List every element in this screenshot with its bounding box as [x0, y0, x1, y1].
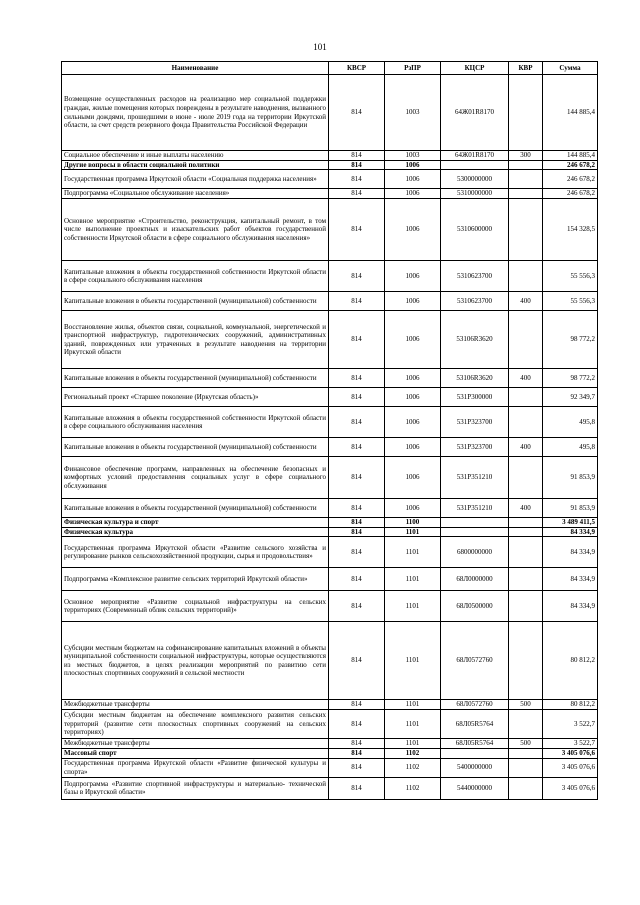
cell-kvsr: 814 [329, 369, 385, 388]
table-row [62, 568, 598, 591]
table-row [62, 499, 598, 518]
cell-kvsr: 814 [329, 292, 385, 311]
cell-kvr: 400 [509, 369, 543, 388]
cell-sum: 55 556,3 [543, 261, 598, 292]
cell-kcsr: 68Л0500000 [441, 591, 509, 622]
cell-name: Физическая культура [62, 527, 329, 537]
cell-name: Государственная программа Иркутской области «Развитие сельского хозяйства и регулирование рынков сельскохозяйственной продукции, сырья и продовольствия» [62, 537, 329, 568]
table-header-row [62, 62, 598, 75]
header-sum: Сумма [543, 62, 598, 75]
cell-kcsr: 531P323700 [441, 407, 509, 438]
header-kvsr: КВСР [329, 62, 385, 75]
cell-rzpr: 1006 [385, 160, 441, 170]
cell-name: Возмещение осуществленных расходов на реализацию мер социальной поддержки граждан, жилые помещения которых повреждены в результате наводнения, вызванного сильными дождями, прошедшими в июне - июле 2019 года на территории Иркутской области, за счет средств резервного фонда Правительства Российской Федерации [62, 75, 329, 151]
cell-rzpr: 1006 [385, 438, 441, 457]
table-row [62, 170, 598, 189]
cell-kvr: 500 [509, 739, 543, 749]
table-row [62, 160, 598, 170]
cell-kvsr: 814 [329, 527, 385, 537]
cell-sum: 84 334,9 [543, 527, 598, 537]
cell-name: Подпрограмма «Социальное обслуживание населения» [62, 189, 329, 199]
cell-kvsr: 814 [329, 710, 385, 739]
cell-kvr [509, 160, 543, 170]
cell-kvsr: 814 [329, 700, 385, 710]
cell-kvsr: 814 [329, 160, 385, 170]
cell-kcsr: 5310623700 [441, 261, 509, 292]
cell-rzpr: 1006 [385, 369, 441, 388]
table-row [62, 518, 598, 528]
table-row [62, 739, 598, 749]
cell-name: Государственная программа Иркутской области «Социальная поддержка населения» [62, 170, 329, 189]
cell-sum: 495,8 [543, 407, 598, 438]
cell-sum: 84 334,9 [543, 568, 598, 591]
cell-name: Капитальные вложения в объекты государственной (муниципальной) собственности [62, 438, 329, 457]
cell-kcsr: 5310600000 [441, 199, 509, 261]
cell-sum: 246 678,2 [543, 170, 598, 189]
cell-kvsr: 814 [329, 777, 385, 799]
cell-kvsr: 814 [329, 311, 385, 369]
table-row [62, 151, 598, 161]
cell-kvr [509, 407, 543, 438]
table-row [62, 710, 598, 739]
cell-sum: 3 405 076,6 [543, 758, 598, 777]
table-row [62, 591, 598, 622]
cell-kvr: 400 [509, 438, 543, 457]
cell-rzpr: 1101 [385, 739, 441, 749]
table-row [62, 758, 598, 777]
cell-kcsr: 531P300000 [441, 388, 509, 407]
cell-rzpr: 1102 [385, 749, 441, 759]
cell-kvr: 300 [509, 151, 543, 161]
cell-kvsr: 814 [329, 261, 385, 292]
cell-name: Массовый спорт [62, 749, 329, 759]
cell-sum: 3 489 411,5 [543, 518, 598, 528]
cell-kvsr: 814 [329, 151, 385, 161]
cell-sum: 3 522,7 [543, 710, 598, 739]
cell-rzpr: 1102 [385, 777, 441, 799]
cell-name: Субсидии местным бюджетам на обеспечение комплексного развития сельских территорий (развитие сети плоскостных спортивных сооружений на сельских территориях) [62, 710, 329, 739]
cell-kvsr: 814 [329, 518, 385, 528]
header-kcsr: КЦСР [441, 62, 509, 75]
cell-kvsr: 814 [329, 457, 385, 499]
table-row [62, 777, 598, 799]
cell-sum: 3 522,7 [543, 739, 598, 749]
table-row [62, 622, 598, 700]
cell-kvsr: 814 [329, 537, 385, 568]
cell-kvsr: 814 [329, 199, 385, 261]
cell-kcsr: 531P351210 [441, 499, 509, 518]
cell-kcsr: 68Л0000000 [441, 568, 509, 591]
header-rzpr: РзПР [385, 62, 441, 75]
cell-kvsr: 814 [329, 438, 385, 457]
cell-kvr [509, 591, 543, 622]
cell-rzpr: 1101 [385, 591, 441, 622]
cell-rzpr: 1101 [385, 710, 441, 739]
cell-kvr [509, 518, 543, 528]
cell-kvr [509, 457, 543, 499]
cell-kvsr: 814 [329, 388, 385, 407]
cell-rzpr: 1101 [385, 527, 441, 537]
cell-kvr: 500 [509, 700, 543, 710]
cell-sum: 3 405 076,6 [543, 777, 598, 799]
cell-name: Социальное обеспечение и иные выплаты населению [62, 151, 329, 161]
table-row [62, 261, 598, 292]
cell-name: Государственная программа Иркутской области «Развитие физической культуры и спорта» [62, 758, 329, 777]
cell-kvr [509, 527, 543, 537]
table-row [62, 537, 598, 568]
cell-kcsr [441, 518, 509, 528]
cell-sum: 84 334,9 [543, 537, 598, 568]
cell-kvr [509, 311, 543, 369]
cell-kcsr: 531P351210 [441, 457, 509, 499]
cell-kvr: 400 [509, 499, 543, 518]
cell-kcsr: 53106R3620 [441, 311, 509, 369]
cell-kvsr: 814 [329, 499, 385, 518]
cell-kcsr: 68Л05R5764 [441, 739, 509, 749]
cell-kvr [509, 710, 543, 739]
cell-sum: 98 772,2 [543, 311, 598, 369]
cell-kvr [509, 622, 543, 700]
table-row [62, 292, 598, 311]
cell-kcsr: 5310000000 [441, 189, 509, 199]
cell-sum: 144 885,4 [543, 75, 598, 151]
cell-sum: 246 678,2 [543, 189, 598, 199]
table-row [62, 189, 598, 199]
cell-sum: 98 772,2 [543, 369, 598, 388]
table-row [62, 369, 598, 388]
cell-kvsr: 814 [329, 749, 385, 759]
cell-kcsr: 6800000000 [441, 537, 509, 568]
table-row [62, 407, 598, 438]
cell-kvr [509, 388, 543, 407]
cell-name: Региональный проект «Старшее поколение (Иркутская область)» [62, 388, 329, 407]
cell-sum: 84 334,9 [543, 591, 598, 622]
cell-name: Межбюджетные трансферты [62, 739, 329, 749]
cell-rzpr: 1006 [385, 170, 441, 189]
cell-kvr [509, 199, 543, 261]
cell-kvr [509, 568, 543, 591]
cell-rzpr: 1100 [385, 518, 441, 528]
header-name: Наименование [62, 62, 329, 75]
header-kvr: КВР [509, 62, 543, 75]
cell-name: Субсидии местным бюджетам на софинансирование капитальных вложений в объекты муниципальной собственности социальной инфраструктуры, которые осуществляются из местных бюджетов, в целях реализации мероприятий по развитию сети плоскостных спортивных сооружений в сельской местности [62, 622, 329, 700]
cell-kcsr [441, 527, 509, 537]
cell-rzpr: 1006 [385, 457, 441, 499]
page-number: 101 [313, 42, 327, 52]
cell-kvsr: 814 [329, 739, 385, 749]
cell-rzpr: 1006 [385, 499, 441, 518]
cell-name: Подпрограмма «Развитие спортивной инфраструктуры и материально- технической базы в Иркутской области» [62, 777, 329, 799]
cell-name: Восстановление жилья, объектов связи, социальной, коммунальной, энергетической и транспортной инфраструктур, гидротехнических сооружений, административных зданий, поврежденных или утраченных в результате наводнения на территории Иркутской области [62, 311, 329, 369]
cell-name: Капитальные вложения в объекты государственной собственности Иркутской области в сфере социального обслуживания населения [62, 407, 329, 438]
cell-name: Основное мероприятие «Строительство, реконструкция, капитальный ремонт, в том числе выполнение проектных и изыскательских работ объектов государственной собственности Иркутской области в сфере социального обслуживания населения» [62, 199, 329, 261]
cell-rzpr: 1006 [385, 407, 441, 438]
cell-rzpr: 1101 [385, 700, 441, 710]
cell-kvr [509, 758, 543, 777]
cell-name: Основное мероприятие «Развитие социальной инфраструктуры на сельских территориях (Современный облик сельских территорий)» [62, 591, 329, 622]
cell-kcsr: 531P323700 [441, 438, 509, 457]
cell-sum: 80 812,2 [543, 700, 598, 710]
cell-kvsr: 814 [329, 758, 385, 777]
cell-name: Капитальные вложения в объекты государственной собственности Иркутской области в сфере социального обслуживания населения [62, 261, 329, 292]
cell-kcsr: 5300000000 [441, 170, 509, 189]
cell-rzpr: 1101 [385, 568, 441, 591]
cell-kvr [509, 75, 543, 151]
cell-sum: 92 349,7 [543, 388, 598, 407]
cell-rzpr: 1101 [385, 622, 441, 700]
cell-rzpr: 1006 [385, 388, 441, 407]
table-row [62, 75, 598, 151]
cell-rzpr: 1003 [385, 75, 441, 151]
cell-kvr: 400 [509, 292, 543, 311]
table-row [62, 311, 598, 369]
cell-kcsr: 5440000000 [441, 777, 509, 799]
cell-sum: 246 678,2 [543, 160, 598, 170]
table-row [62, 457, 598, 499]
cell-kvr [509, 777, 543, 799]
table-row [62, 388, 598, 407]
cell-name: Капитальные вложения в объекты государственной (муниципальной) собственности [62, 499, 329, 518]
cell-kvsr: 814 [329, 189, 385, 199]
cell-sum: 91 853,9 [543, 499, 598, 518]
cell-sum: 55 556,3 [543, 292, 598, 311]
budget-table [61, 61, 598, 800]
cell-rzpr: 1006 [385, 292, 441, 311]
cell-kcsr: 64Ж01R8170 [441, 151, 509, 161]
cell-sum: 91 853,9 [543, 457, 598, 499]
cell-kvr [509, 749, 543, 759]
cell-kcsr: 5310623700 [441, 292, 509, 311]
cell-name: Другие вопросы в области социальной политики [62, 160, 329, 170]
cell-kvsr: 814 [329, 591, 385, 622]
cell-rzpr: 1102 [385, 758, 441, 777]
table-row [62, 199, 598, 261]
cell-rzpr: 1006 [385, 199, 441, 261]
cell-kcsr: 5400000000 [441, 758, 509, 777]
cell-name: Финансовое обеспечение программ, направленных на обеспечение безопасных и комфортных условий предоставления социальных услуг в сфере социального обслуживания [62, 457, 329, 499]
cell-kvsr: 814 [329, 170, 385, 189]
cell-rzpr: 1006 [385, 189, 441, 199]
cell-sum: 154 328,5 [543, 199, 598, 261]
cell-kcsr [441, 749, 509, 759]
cell-name: Капитальные вложения в объекты государственной (муниципальной) собственности [62, 369, 329, 388]
cell-name: Капитальные вложения в объекты государственной (муниципальной) собственности [62, 292, 329, 311]
cell-kvsr: 814 [329, 622, 385, 700]
cell-kcsr: 68Л0572760 [441, 700, 509, 710]
table-row [62, 749, 598, 759]
table-row [62, 438, 598, 457]
cell-kvsr: 814 [329, 568, 385, 591]
cell-kvsr: 814 [329, 75, 385, 151]
cell-kvr [509, 261, 543, 292]
cell-kvr [509, 170, 543, 189]
cell-rzpr: 1101 [385, 537, 441, 568]
cell-kcsr: 64Ж01R8170 [441, 75, 509, 151]
cell-rzpr: 1003 [385, 151, 441, 161]
cell-kvsr: 814 [329, 407, 385, 438]
cell-kvr [509, 537, 543, 568]
cell-name: Физическая культура и спорт [62, 518, 329, 528]
cell-sum: 495,8 [543, 438, 598, 457]
cell-name: Подпрограмма «Комплексное развитие сельских территорий Иркутской области» [62, 568, 329, 591]
cell-rzpr: 1006 [385, 311, 441, 369]
cell-sum: 3 405 076,6 [543, 749, 598, 759]
cell-kcsr: 68Л0572760 [441, 622, 509, 700]
cell-kcsr: 53106R3620 [441, 369, 509, 388]
cell-rzpr: 1006 [385, 261, 441, 292]
cell-kvr [509, 189, 543, 199]
table-row [62, 700, 598, 710]
cell-kcsr [441, 160, 509, 170]
cell-name: Межбюджетные трансферты [62, 700, 329, 710]
cell-sum: 80 812,2 [543, 622, 598, 700]
table-row [62, 527, 598, 537]
cell-kcsr: 68Л05R5764 [441, 710, 509, 739]
cell-sum: 144 885,4 [543, 151, 598, 161]
table-body [62, 75, 598, 800]
